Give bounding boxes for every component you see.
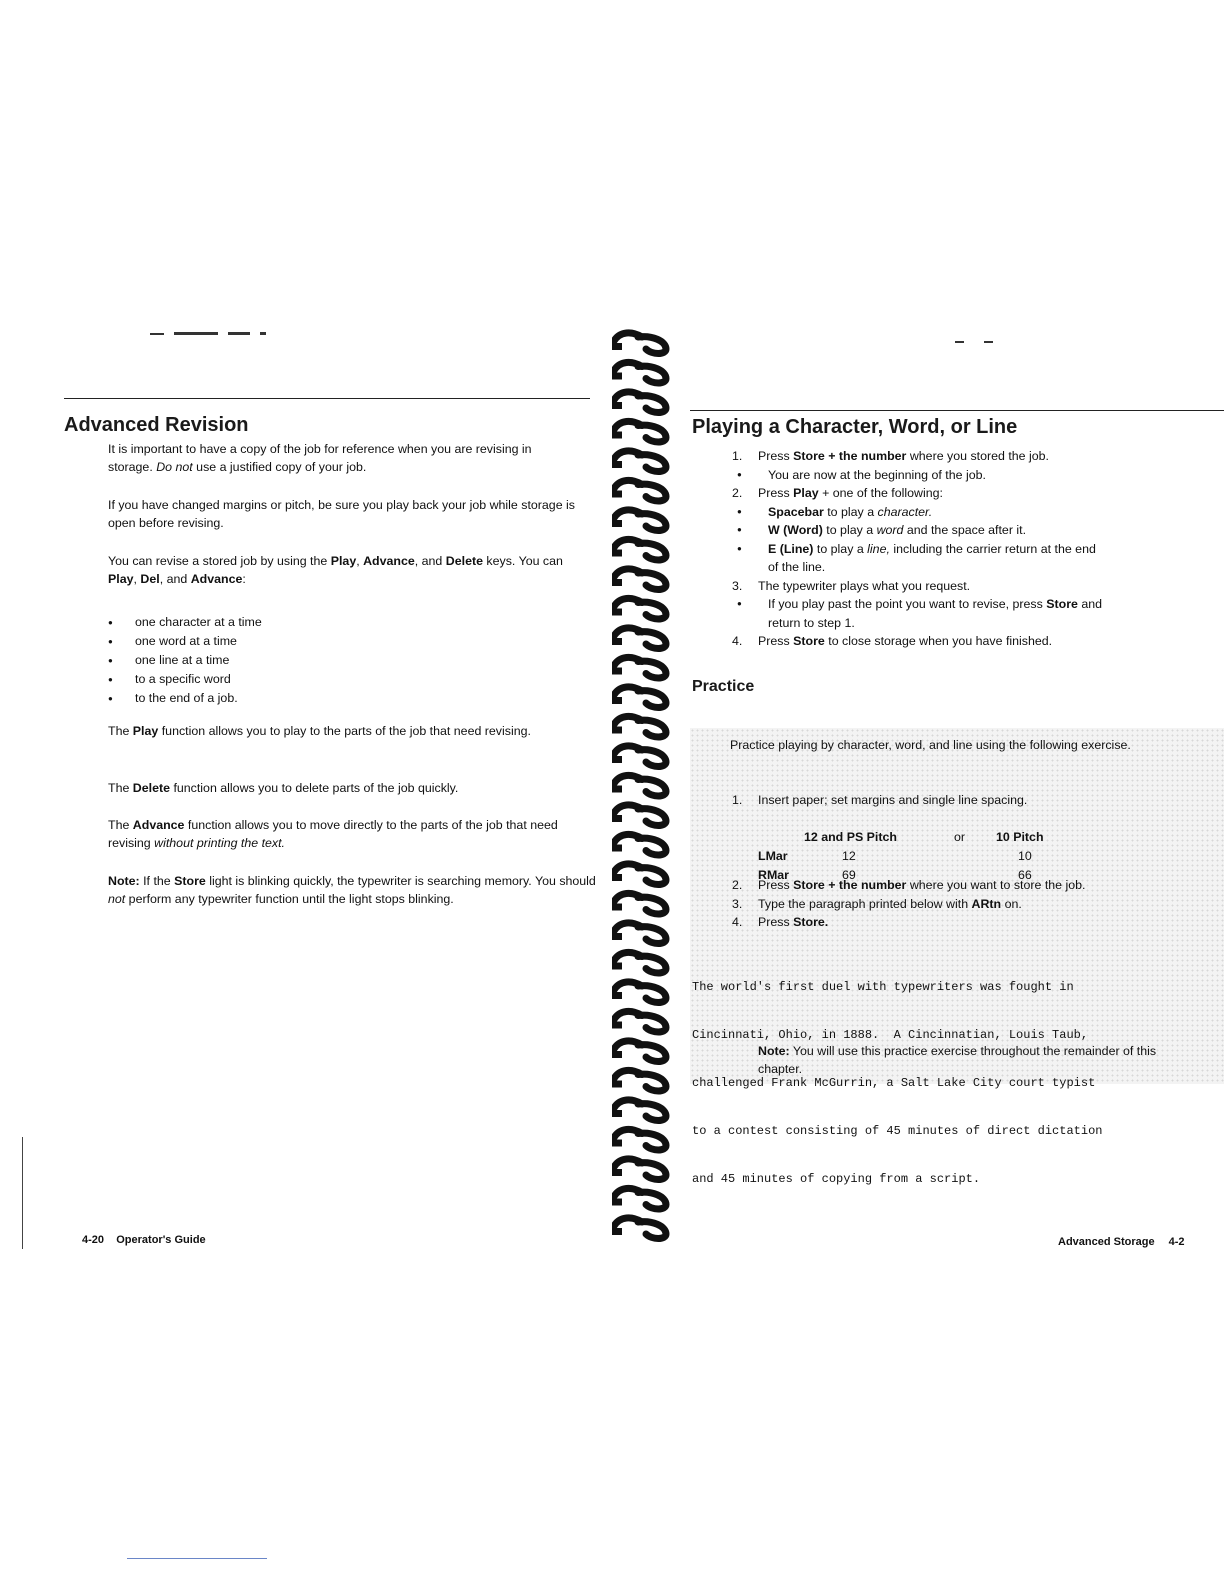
spiral-coil — [612, 1188, 666, 1209]
practice-title: Practice — [692, 678, 755, 695]
right-header-rule — [690, 410, 1224, 411]
spiral-coil — [612, 1041, 666, 1062]
typed-line: The world's first duel with typewriters was fought in — [692, 980, 1074, 994]
step-3-note-cont: return to step 1. — [768, 615, 855, 630]
list-item: ● to the end of a job. — [108, 689, 262, 708]
underline-mark — [127, 1558, 267, 1559]
spiral-coil — [612, 716, 666, 737]
spiral-coil — [612, 952, 666, 973]
paragraph-advance-function: The Advance function allows you to move directly to the parts of the job that need revising without printing the text. — [108, 818, 558, 850]
list-item: ● one word at a time — [108, 632, 262, 651]
spiral-coil — [612, 598, 666, 619]
practice-note: Note: You will use this practice exercise throughout the remainder of this chapter. — [758, 1044, 1157, 1076]
spiral-coil — [612, 333, 666, 354]
playing-steps — [732, 447, 1222, 651]
practice-step-4: 4. Press Store. — [732, 915, 829, 929]
spiral-coil — [612, 1218, 666, 1239]
spiral-coil — [612, 1011, 666, 1032]
header-marks-left — [150, 325, 330, 331]
paragraph-revise-keys: You can revise a stored job by using the Play, Advance, and Delete keys. You can Play, Del, and Advance: — [108, 554, 563, 586]
paragraph-margins-pitch: If you have changed margins or pitch, be sure you play back your job while storage is open before revising. — [108, 498, 575, 530]
spiral-coil — [612, 362, 666, 383]
step-1: 1. Press Store + the number where you stored the job. — [732, 449, 1049, 463]
typed-line: challenged Frank McGurrin, a Salt Lake City court typist — [692, 1076, 1096, 1090]
spiral-coil — [612, 834, 666, 855]
spiral-coils — [612, 325, 676, 1253]
spiral-coil — [612, 1070, 666, 1091]
list-item: ● one character at a time — [108, 613, 262, 632]
practice-step-1-text: 1. Insert paper; set margins and single line spacing. — [732, 793, 1028, 807]
row-label-lmar: LMar — [758, 849, 788, 863]
margin-line — [22, 1137, 23, 1249]
practice-intro: Practice playing by character, word, and line using the following exercise. — [730, 738, 1131, 752]
spiral-coil — [612, 569, 666, 590]
option-word: ● W (Word) to play a word and the space after it. — [732, 521, 1222, 540]
right-page-title: Playing a Character, Word, or Line — [692, 416, 1018, 438]
option-line-cont: of the line. — [768, 560, 826, 574]
typed-line: Cincinnati, Ohio, in 1888. A Cincinnatian, Louis Taub, — [692, 1028, 1089, 1042]
left-page-title: Advanced Revision — [64, 414, 249, 436]
spiral-coil — [612, 421, 666, 442]
spiral-coil — [612, 539, 666, 560]
footer-page-number: 4-2 — [1168, 1236, 1185, 1248]
list-item: ● to a specific word — [108, 670, 262, 689]
spiral-coil — [612, 923, 666, 944]
option-line: ● E (Line) to play a line, including the carrier return at the end — [732, 540, 1222, 559]
spiral-coil — [612, 893, 666, 914]
spiral-coil — [612, 628, 666, 649]
typed-line: to a contest consisting of 45 minutes of direct dictation — [692, 1124, 1103, 1138]
spiral-coil — [612, 480, 666, 501]
paragraph-play-function: The Play function allows you to play to the parts of the job that need revising. — [108, 724, 531, 738]
typed-line: and 45 minutes of copying from a script. — [692, 1172, 981, 1186]
left-page-footer: 4-20 Operator's Guide — [82, 1234, 206, 1246]
note-store-light: Note: If the Store light is blinking quickly, the typewriter is searching memory. You should not perform any typewriter function until the light stops blinking. — [108, 874, 596, 906]
spiral-coil — [612, 392, 666, 413]
spiral-coil — [612, 1129, 666, 1150]
list-item: ● one line at a time — [108, 651, 262, 670]
paragraph-delete-function: The Delete function allows you to delete parts of the job quickly. — [108, 781, 459, 795]
header-12-ps-pitch: 12 and PS Pitch — [804, 830, 897, 844]
spiral-binding — [612, 325, 676, 1253]
right-page-footer — [1058, 1236, 1185, 1248]
rmar-10-pitch: 66 — [1018, 868, 1032, 882]
paragraph-reference-copy: It is important to have a copy of the job for reference when you are revising in storage. Do not use a justified copy of your job. — [108, 442, 532, 474]
option-spacebar: ● Spacebar to play a character. — [732, 503, 1222, 522]
spiral-coil — [612, 864, 666, 885]
spiral-coil — [612, 775, 666, 796]
spiral-coil — [612, 657, 666, 678]
header-marks-right — [955, 330, 1015, 334]
spiral-coil — [612, 451, 666, 472]
row-label-rmar: RMar — [758, 868, 789, 882]
spiral-coil — [612, 687, 666, 708]
revision-units-list — [108, 613, 262, 708]
practice-steps-2-4 — [732, 876, 1212, 932]
lmar-12-pitch: 12 — [842, 849, 856, 863]
rmar-12-pitch: 69 — [842, 868, 856, 882]
spiral-coil — [612, 1100, 666, 1121]
step-3-note: ● If you play past the point you want to revise, press Store and — [732, 595, 1222, 614]
step-4: 4. Press Store to close storage when you have finished. — [732, 634, 1053, 648]
practice-step-3: 3. Type the paragraph printed below with ARtn on. — [732, 896, 1022, 911]
step-2: 2. Press Play + one of the following: — [732, 486, 943, 500]
practice-step-2: 2. Press Store + the number where you want to store the job. — [732, 878, 1086, 892]
spiral-coil — [612, 982, 666, 1003]
practice-step-1 — [732, 791, 1212, 810]
left-header-rule — [64, 398, 590, 399]
header-10-pitch: 10 Pitch — [996, 830, 1044, 844]
footer-chapter: Advanced Storage — [1058, 1236, 1155, 1248]
spiral-coil — [612, 805, 666, 826]
step-3: 3. The typewriter plays what you request. — [732, 578, 971, 593]
spiral-coil — [612, 1159, 666, 1180]
header-or: or — [954, 830, 966, 844]
lmar-10-pitch: 10 — [1018, 849, 1032, 863]
step-1-note: ● You are now at the beginning of the job. — [732, 466, 1222, 485]
spiral-coil — [612, 510, 666, 531]
spiral-coil — [612, 746, 666, 767]
